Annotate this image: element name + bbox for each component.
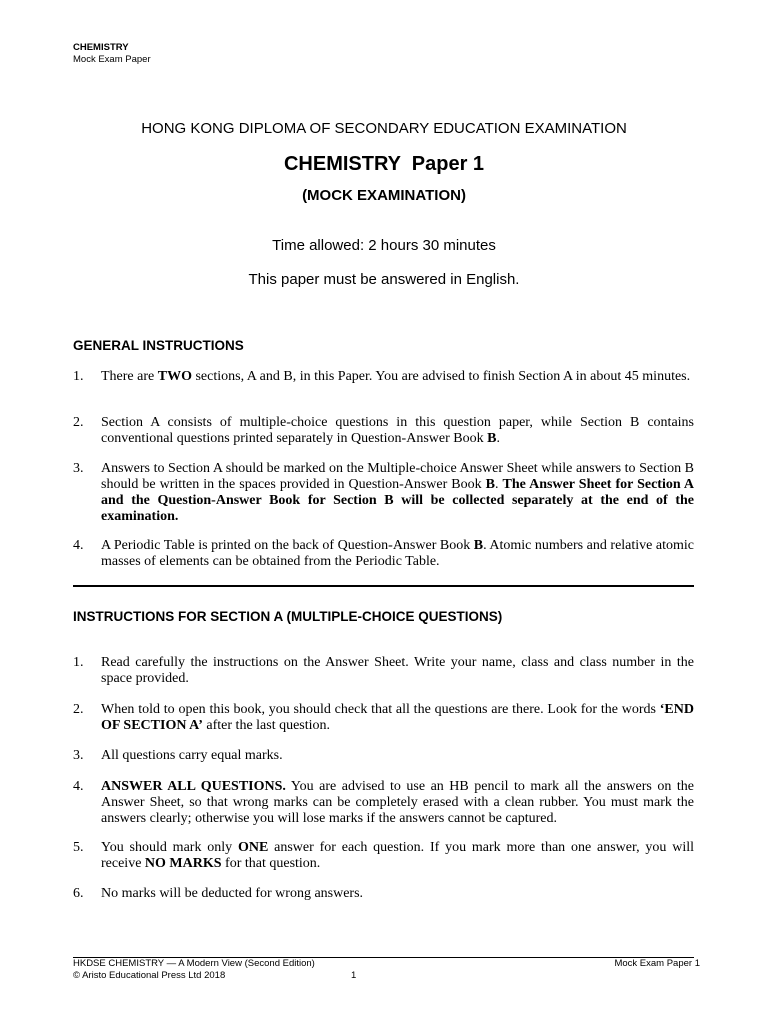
section-a-instruction-4: 4. ANSWER ALL QUESTIONS. You are advised to use an HB pencil to mark all the answers on the Answer Sheet, so that wrong marks can be completely erased with a clean rubber. You must mark the answers clearly; otherwise you will lose marks if the answers cannot be captured. xyxy=(73,779,694,826)
section-a-instruction-5: 5. You should mark only ONE answer for each question. If you mark more than one answer, you will receive NO MARKS for that question. xyxy=(73,840,694,871)
exam-board-title: HONG KONG DIPLOMA OF SECONDARY EDUCATION EXAMINATION xyxy=(141,120,627,137)
time-allowed: Time allowed: 2 hours 30 minutes xyxy=(272,237,496,254)
paper-title: CHEMISTRY Paper 1 xyxy=(283,153,485,175)
general-instruction-3: 3. Answers to Section A should be marked on the Multiple-choice Answer Sheet while answers to Section B should be written in the spaces provided in Question-Answer Book B. The Answer Sheet for Section A and the Question-Answer Book for Section B will be collected separately at the end of the examination. xyxy=(73,461,695,524)
section-a-heading: INSTRUCTIONS FOR SECTION A (MULTIPLE-CHOICE QUESTIONS) xyxy=(73,609,503,624)
section-a-instruction-2: 2. When told to open this book, you should check that all the questions are there. Look for the words ‘END OF SECTION A’ after the last question. xyxy=(73,702,694,733)
running-header xyxy=(73,42,151,66)
item-number: 6. xyxy=(73,886,84,901)
section-divider xyxy=(73,585,694,587)
item-number: 2. xyxy=(73,702,84,717)
general-instruction-1: 1. There are TWO sections, A and B, in this Paper. You are advised to finish Section A in about 45 minutes. xyxy=(73,369,691,384)
footer-copyright: © Aristo Educational Press Ltd 2018 xyxy=(73,970,226,981)
header-subtitle: Mock Exam Paper xyxy=(73,54,151,65)
footer-left xyxy=(73,958,315,982)
footer-book-title: HKDSE CHEMISTRY — A Modern View (Second Edition) xyxy=(73,958,315,969)
language-note: This paper must be answered in English. xyxy=(248,271,520,288)
item-number: 2. xyxy=(73,415,84,430)
page-number: 1 xyxy=(351,970,357,981)
item-number: 3. xyxy=(73,748,84,763)
footer-right: Mock Exam Paper 1 xyxy=(614,958,700,969)
item-number: 3. xyxy=(73,461,84,476)
item-number: 5. xyxy=(73,840,84,855)
general-instruction-4: 4. A Periodic Table is printed on the back of Question-Answer Book B. Atomic numbers and relative atomic masses of elements can be obtained from the Periodic Table. xyxy=(73,538,695,569)
general-instructions-heading: GENERAL INSTRUCTIONS xyxy=(73,338,244,353)
item-number: 1. xyxy=(73,369,84,384)
section-a-instruction-1: 1. Read carefully the instructions on the Answer Sheet. Write your name, class and class number in the space provided. xyxy=(73,655,694,686)
section-a-instruction-6: 6. No marks will be deducted for wrong answers. xyxy=(73,886,364,901)
item-number: 4. xyxy=(73,779,84,794)
section-a-instruction-3: 3. All questions carry equal marks. xyxy=(73,748,283,763)
item-number: 4. xyxy=(73,538,84,553)
mock-label: (MOCK EXAMINATION) xyxy=(302,187,466,204)
header-subject: CHEMISTRY xyxy=(73,42,129,53)
item-number: 1. xyxy=(73,655,84,670)
general-instruction-2: 2. Section A consists of multiple-choice questions in this question paper, while Section B contains conventional questions printed separately in Question-Answer Book B. xyxy=(73,415,694,446)
